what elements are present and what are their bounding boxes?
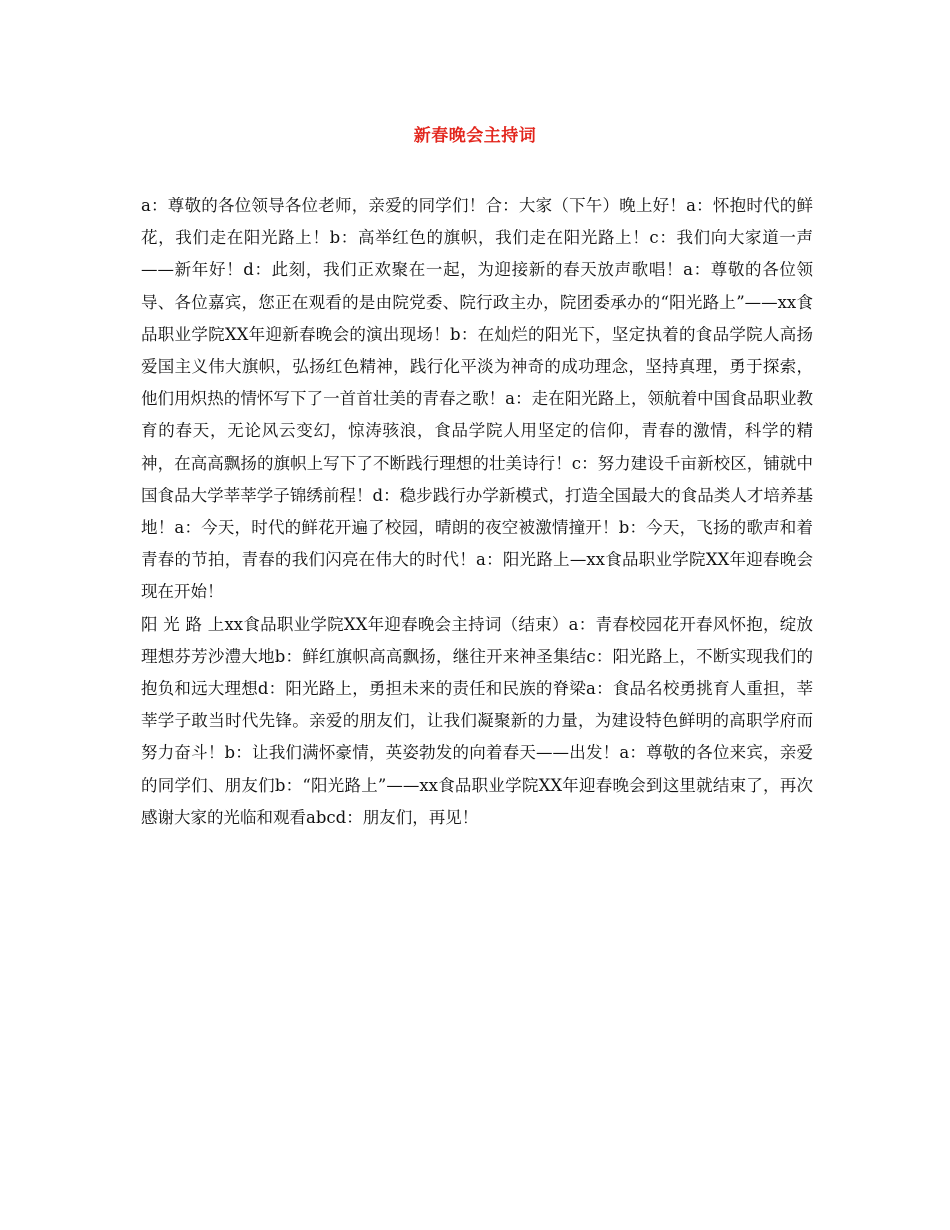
paragraph-opening: a：尊敬的各位领导各位老师，亲爱的同学们！合：大家（下午）晚上好！a：怀抱时代的鲜花，我们走在阳光路上！b：高举红色的旗帜，我们走在阳光路上！c：我们向大家道一声——新年好！d：此刻，我们正欢聚在一起，为迎接新的春天放声歌唱！a：尊敬的各位领导、各位嘉宾，您正在观看的是由院党委、院行政主办，院团委承办的“阳光路上”——xx食品职业学院XX年迎新春晚会的演出现场！b：在灿烂的阳光下，坚定执着的食品学院人高扬爱国主义伟大旗帜，弘扬红色精神，践行化平淡为神奇的成功理念，坚持真理，勇于探索，他们用炽热的情怀写下了一首首壮美的青春之歌！a：走在阳光路上，领航着中国食品职业教育的春天，无论风云变幻，惊涛骇浪，食品学院人用坚定的信仰，青春的激情，科学的精神，在高高飘扬的旗帜上写下了不断践行理想的壮美诗行！c：努力建设千亩新校区，铺就中国食品大学莘莘学子锦绣前程！d：稳步践行办学新模式，打造全国最大的食品类人才培养基地！a：今天，时代的鲜花开遍了校园，晴朗的夜空被激情撞开！b：今天，飞扬的歌声和着青春的节拍，青春的我们闪亮在伟大的时代！a：阳光路上—xx食品职业学院XX年迎春晚会现在开始！	[141, 196, 813, 602]
paragraph-closing: 阳 光 路 上xx食品职业学院XX年迎春晚会主持词（结束）a：青春校园花开春风怀抱，绽放理想芬芳沙澧大地b：鲜红旗帜高高飘扬，继往开来神圣集结c：阳光路上，不断实现我们的抱负和远大理想d：阳光路上，勇担未来的责任和民族的脊梁a：食品名校勇挑育人重担，莘莘学子敢当时代先锋。亲爱的朋友们，让我们凝聚新的力量，为建设特色鲜明的高职学府而努力奋斗！b：让我们满怀豪情，英姿勃发的向着春天——出发！a：尊敬的各位来宾，亲爱的同学们、朋友们b：“阳光路上”——xx食品职业学院XX年迎春晚会到这里就结束了，再次感谢大家的光临和观看abcd：朋友们，再见！	[141, 614, 813, 827]
document-title: 新春晚会主持词	[413, 126, 537, 146]
document-body	[141, 190, 813, 834]
